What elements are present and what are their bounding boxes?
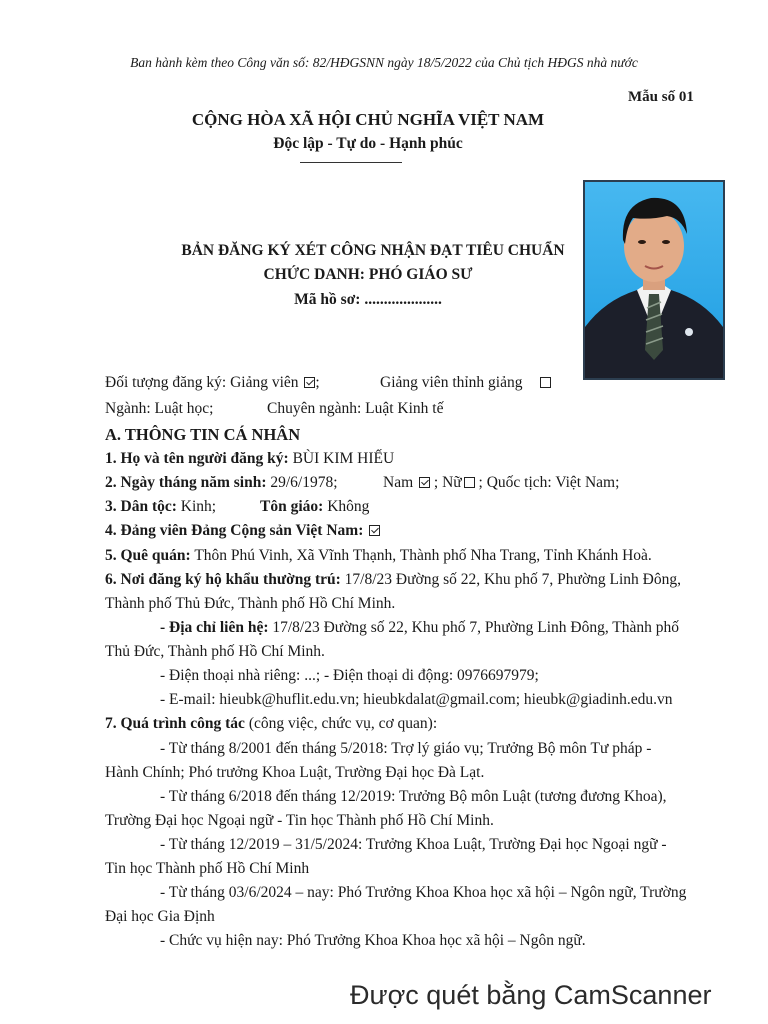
residence-line-2: Thành phố Thủ Đức, Thành phố Hồ Chí Minh. <box>105 595 396 612</box>
field-of-study: Ngành: Luật học; <box>105 400 214 417</box>
national-motto: Độc lập - Tự do - Hạnh phúc <box>273 135 463 152</box>
form-number: Mẫu số 01 <box>628 89 694 105</box>
form-title-line2: CHỨC DANH: PHÓ GIÁO SƯ <box>263 266 473 283</box>
religion-line: Tôn giáo: Không <box>260 498 370 515</box>
hometown-line: 5. Quê quán: Thôn Phú Vinh, Xã Vĩnh Thạnh, Thành phố Nha Trang, Tỉnh Khánh Hoà. <box>105 547 652 564</box>
career-item-2b: Trường Đại học Ngoại ngữ - Tin học Thành phố Hồ Chí Minh. <box>105 812 494 829</box>
party-member-line: 4. Đảng viên Đảng Cộng sản Việt Nam: <box>105 522 380 540</box>
lecturer-checkbox[interactable] <box>304 377 315 388</box>
registration-target: Đối tượng đăng ký: Giảng viên ; <box>105 374 320 391</box>
dob-line: 2. Ngày tháng năm sinh: 29/6/1978; <box>105 474 338 491</box>
career-item-4b: Đại học Gia Định <box>105 908 215 925</box>
career-item-3a: - Từ tháng 12/2019 – 31/5/2024: Trưởng Khoa Luật, Trường Đại học Ngoại ngữ - <box>160 836 667 853</box>
phone-line: - Điện thoại nhà riêng: ...; - Điện thoại di động: 0976697979; <box>160 667 539 684</box>
career-item-5: - Chức vụ hiện nay: Phó Trưởng Khoa Khoa học xã hội – Ngôn ngữ. <box>160 932 586 949</box>
file-code: Mã hồ sơ: .................... <box>294 291 442 308</box>
career-item-3b: Tin học Thành phố Hồ Chí Minh <box>105 860 310 877</box>
section-a-heading: A. THÔNG TIN CÁ NHÂN <box>105 425 301 444</box>
full-name-line: 1. Họ và tên người đăng ký: BÙI KIM HIẾU <box>105 450 395 467</box>
national-title: CỘNG HÒA XÃ HỘI CHỦ NGHĨA VIỆT NAM <box>191 110 545 129</box>
specialty: Chuyên ngành: Luật Kinh tế <box>267 400 444 417</box>
email-line: - E-mail: hieubk@huflit.edu.vn; hieubkdalat@gmail.com; hieubk@giadinh.edu.vn <box>160 691 673 708</box>
ethnicity-line: 3. Dân tộc: Kinh; <box>105 498 217 515</box>
form-title-line1: BẢN ĐĂNG KÝ XÉT CÔNG NHẬN ĐẠT TIÊU CHUẨN <box>181 242 565 259</box>
career-item-1b: Hành Chính; Phó trưởng Khoa Luật, Trường Đại học Đà Lạt. <box>105 764 485 781</box>
career-heading: 7. Quá trình công tác (công việc, chức vụ, cơ quan): <box>105 715 438 732</box>
residence-line-1: 6. Nơi đăng ký hộ khẩu thường trú: 17/8/23 Đường số 22, Khu phố 7, Phường Linh Đông, <box>105 571 681 588</box>
female-checkbox[interactable] <box>464 477 475 488</box>
visiting-lecturer: Giảng viên thỉnh giảng <box>380 374 551 392</box>
contact-address-line-2: Thủ Đức, Thành phố Hồ Chí Minh. <box>105 643 325 660</box>
male-checkbox[interactable] <box>419 477 430 488</box>
gender-nationality: Nam ; Nữ ; Quốc tịch: Việt Nam; <box>383 474 620 491</box>
career-item-1a: - Từ tháng 8/2001 đến tháng 5/2018: Trợ lý giáo vụ; Trưởng Bộ môn Tư pháp - <box>160 740 652 757</box>
motto-underline <box>300 162 402 163</box>
career-item-4a: - Từ tháng 03/6/2024 – nay: Phó Trưởng Khoa Khoa học xã hội – Ngôn ngữ, Trường <box>160 884 687 901</box>
party-member-checkbox[interactable] <box>369 525 380 536</box>
visiting-lecturer-checkbox[interactable] <box>540 377 551 388</box>
issuance-note: Ban hành kèm theo Công văn số: 82/HĐGSNN ngày 18/5/2022 của Chủ tịch HĐGS nhà nước <box>130 55 638 70</box>
scanner-watermark: Được quét bằng CamScanner <box>350 980 712 1010</box>
contact-address-line-1: - Địa chỉ liên hệ: 17/8/23 Đường số 22, Khu phố 7, Phường Linh Đông, Thành phố <box>160 619 680 636</box>
career-item-2a: - Từ tháng 6/2018 đến tháng 12/2019: Trưởng Bộ môn Luật (tương đương Khoa), <box>160 788 667 805</box>
